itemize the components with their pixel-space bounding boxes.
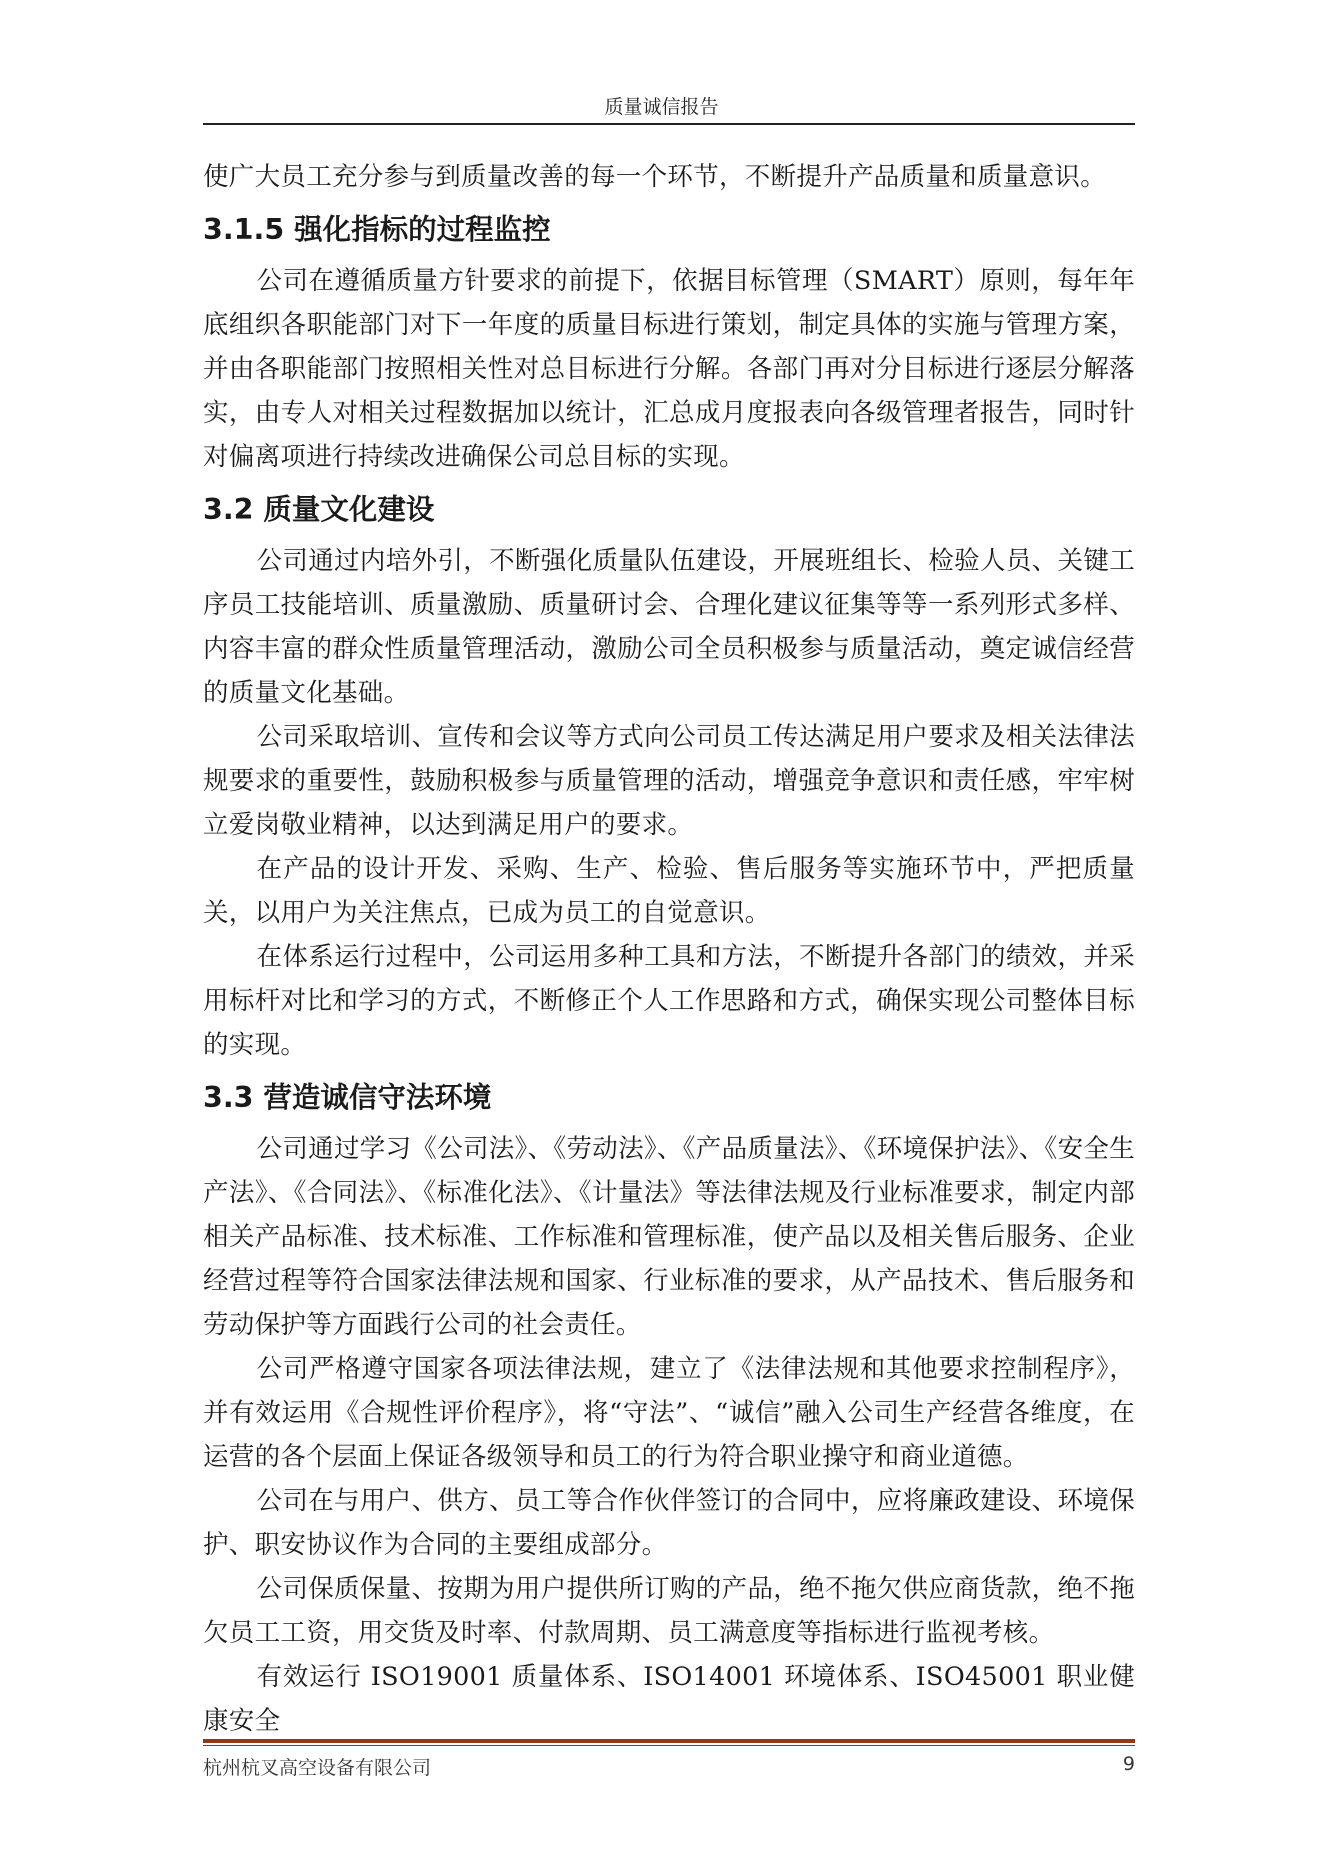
footer-company-name: 杭州杭叉高空设备有限公司 [203,1757,432,1779]
paragraph-training: 公司采取培训、宣传和会议等方式向公司员工传达满足用户要求及相关法律法规要求的重要性，鼓励积极参与质量管理的活动，增强竞争意识和责任感，牢牢树立爱岗敬业精神，以达到满足用户的要求。 [203,722,1135,840]
paragraph-compliance: 公司严格遵守国家各项法律法规，建立了《法律法规和其他要求控制程序》，并有效运用《合规性评价程序》，将“守法”、“诚信”融入公司生产经营各维度，在运营的各个层面上保证各级领导和员工的行为符合职业操守和商业道德。 [203,1354,1135,1472]
paragraph-smart-goals: 公司在遵循质量方针要求的前提下，依据目标管理（SMART）原则，每年年底组织各职能部门对下一年度的质量目标进行策划，制定具体的实施与管理方案，并由各职能部门按照相关性对总目标进行分解。各部门再对分目标进行逐层分解落实，由专人对相关过程数据加以统计，汇总成月度报表向各级管理者报告，同时针对偏离项进行持续改进确保公司总目标的实现。 [203,266,1135,472]
heading-3-2: 3.2 质量文化建设 [203,493,435,526]
footer-divider-thin [203,1745,1135,1746]
paragraph-continuation: 使广大员工充分参与到质量改善的每一个环节，不断提升产品质量和质量意识。 [203,162,1107,192]
paragraph-system-operation: 在体系运行过程中，公司运用多种工具和方法，不断提升各部门的绩效，并采用标杆对比和学习的方式，不断修正个人工作思路和方式，确保实现公司整体目标的实现。 [203,942,1135,1060]
paragraph-laws: 公司通过学习《公司法》、《劳动法》、《产品质量法》、《环境保护法》、《安全生产法》、《合同法》、《标准化法》、《计量法》等法律法规及行业标准要求，制定内部相关产品标准、技术标准、工作标准和管理标准，使产品以及相关售后服务、企业经营过程等符合国家法律法规和国家、行业标准的要求，从产品技术、售后服务和劳动保护等方面践行公司的社会责任。 [203,1134,1135,1340]
heading-3-3: 3.3 营造诚信守法环境 [203,1081,492,1114]
header-title: 质量诚信报告 [604,96,719,118]
page-number: 9 [1122,1753,1135,1775]
paragraph-quality-team: 公司通过内培外引，不断强化质量队伍建设，开展班组长、检验人员、关键工序员工技能培训、质量激励、质量研讨会、合理化建议征集等等一系列形式多样、内容丰富的群众性质量管理活动，激励公司全员积极参与质量活动，奠定诚信经营的质量文化基础。 [203,546,1135,708]
heading-3-1-5: 3.1.5 强化指标的过程监控 [203,213,551,246]
paragraph-customer-focus: 在产品的设计开发、采购、生产、检验、售后服务等实施环节中，严把质量关，以用户为关注焦点，已成为员工的自觉意识。 [203,854,1135,928]
document-body [203,155,1135,1743]
paragraph-contracts: 公司在与用户、供方、员工等合作伙伴签订的合同中，应将廉政建设、环境保护、职安协议作为合同的主要组成部分。 [203,1486,1135,1560]
paragraph-iso-systems: 有效运行 ISO19001 质量体系、ISO14001 环境体系、ISO45001 职业健康安全 [203,1662,1135,1736]
paragraph-payments: 公司保质保量、按期为用户提供所订购的产品，绝不拖欠供应商货款，绝不拖欠员工工资，用交货及时率、付款周期、员工满意度等指标进行监视考核。 [203,1574,1135,1648]
footer-divider-thick [203,1739,1135,1743]
header-divider [203,123,1135,125]
